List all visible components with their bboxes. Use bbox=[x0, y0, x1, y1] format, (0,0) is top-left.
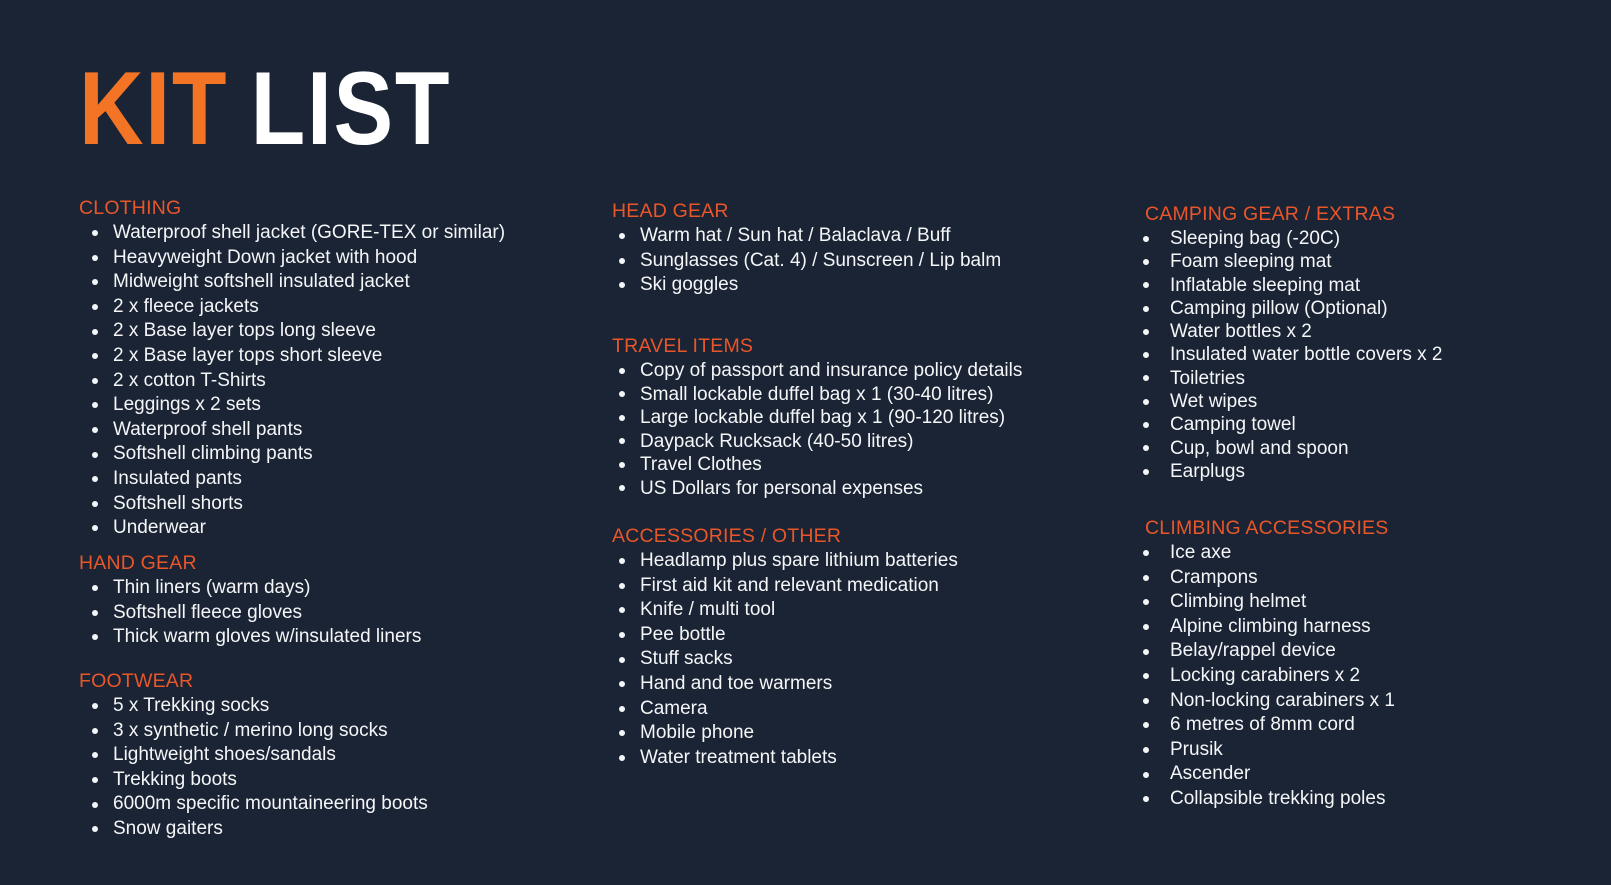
list-item-label: Large lockable duffel bag x 1 (90-120 litres) bbox=[640, 407, 1006, 428]
list-item-label: Sleeping bag (-20C) bbox=[1170, 228, 1341, 249]
section-heading: TRAVEL ITEMS bbox=[612, 335, 754, 357]
bullet-icon bbox=[1143, 772, 1149, 778]
list-item-label: Inflatable sleeping mat bbox=[1170, 274, 1361, 296]
list-item-label: Water treatment tablets bbox=[640, 746, 837, 768]
list-item-label: Heavyweight Down jacket with hood bbox=[113, 246, 418, 268]
list-item-label: Daypack Rucksack (40-50 litres) bbox=[640, 430, 914, 452]
section-heading: CLIMBING ACCESSORIES bbox=[1145, 517, 1389, 539]
list-item-label: Belay/rappel device bbox=[1170, 640, 1336, 662]
section-heading: HAND GEAR bbox=[79, 552, 197, 574]
list-item bbox=[1143, 639, 1395, 664]
list-item-label: Thin liners (warm days) bbox=[113, 577, 311, 598]
list-item-label: Collapsible trekking poles bbox=[1170, 787, 1386, 809]
list-item-label: Travel Clothes bbox=[640, 454, 762, 475]
bullet-icon bbox=[1143, 469, 1149, 475]
bullet-icon bbox=[1143, 236, 1149, 242]
list-item-label: Foam sleeping mat bbox=[1170, 251, 1332, 273]
list-item-label: Crampons bbox=[1170, 566, 1258, 588]
bullet-icon bbox=[1143, 673, 1149, 679]
list-item bbox=[1143, 227, 1442, 250]
bullet-icon bbox=[1143, 550, 1149, 556]
list-item-label: Pee bottle bbox=[640, 623, 726, 645]
list-item bbox=[1143, 274, 1442, 297]
bullet-icon bbox=[1143, 329, 1149, 335]
bullet-icon bbox=[1143, 375, 1149, 381]
bullet-icon bbox=[1143, 306, 1149, 312]
list-item-label: Ascender bbox=[1170, 763, 1251, 785]
list-item-label: First aid kit and relevant medication bbox=[640, 574, 939, 596]
list-item-label: 3 x synthetic / merino long socks bbox=[113, 719, 388, 741]
bullet-icon bbox=[1143, 422, 1149, 428]
list-item-label: Mobile phone bbox=[640, 722, 755, 744]
list-item bbox=[1143, 713, 1395, 738]
bullet-icon bbox=[1143, 282, 1149, 288]
list-item bbox=[1143, 689, 1395, 714]
list-item bbox=[1143, 738, 1395, 763]
list-item bbox=[1143, 320, 1442, 343]
list-item-label: Hand and toe warmers bbox=[640, 672, 833, 694]
list-item-label: Cup, bowl and spoon bbox=[1170, 437, 1349, 459]
bullet-icon bbox=[1143, 624, 1149, 630]
bullet-icon bbox=[1143, 352, 1149, 358]
list-item-label: Midweight softshell insulated jacket bbox=[113, 271, 410, 293]
list-item-label: Copy of passport and insurance policy details bbox=[640, 360, 1023, 381]
bullet-icon bbox=[1143, 698, 1149, 704]
list-item bbox=[1143, 343, 1442, 366]
list-item-label: 6000m specific mountaineering boots bbox=[113, 793, 428, 815]
list-item bbox=[1143, 437, 1442, 460]
list-item bbox=[1143, 787, 1395, 812]
list-item-label: Locking carabiners x 2 bbox=[1170, 664, 1361, 686]
list-item-label: Warm hat / Sun hat / Balaclava / Buff bbox=[640, 225, 951, 246]
list-item-label: Camping towel bbox=[1170, 414, 1296, 436]
list-item-label: Sunglasses (Cat. 4) / Sunscreen / Lip balm bbox=[640, 249, 1002, 271]
list-item-label: Non-locking carabiners x 1 bbox=[1170, 689, 1395, 711]
list-item-label: Softshell shorts bbox=[113, 492, 243, 514]
list-item-label: 2 x fleece jackets bbox=[113, 295, 259, 317]
list-item-label: Toiletries bbox=[1170, 367, 1245, 389]
list-item-label: Waterproof shell jacket (GORE-TEX or similar) bbox=[113, 222, 506, 243]
section-heading: HEAD GEAR bbox=[612, 200, 729, 222]
list-item-label: Lightweight shoes/sandals bbox=[113, 744, 336, 766]
list-item-label: Headlamp plus spare lithium batteries bbox=[640, 550, 958, 571]
list-item-label: Prusik bbox=[1170, 738, 1223, 760]
list-item-label: Small lockable duffel bag x 1 (30-40 litres) bbox=[640, 383, 994, 405]
list-item bbox=[1143, 367, 1442, 390]
list-item bbox=[1143, 664, 1395, 689]
list-item-label: Earplugs bbox=[1170, 460, 1245, 482]
section-heading: ACCESSORIES / OTHER bbox=[612, 525, 842, 547]
bullet-icon bbox=[1143, 722, 1149, 728]
section-heading: CLOTHING bbox=[79, 197, 182, 219]
list-item-label: Climbing helmet bbox=[1170, 591, 1307, 613]
list-item bbox=[1143, 413, 1442, 436]
bullet-icon bbox=[1143, 399, 1149, 405]
list-item-label: Stuff sacks bbox=[640, 648, 733, 670]
list-item-label: Waterproof shell pants bbox=[113, 418, 303, 440]
list-item-label: Softshell fleece gloves bbox=[113, 601, 303, 623]
list-item bbox=[1143, 297, 1442, 320]
list-item-label: Knife / multi tool bbox=[640, 599, 776, 621]
list-item-label: Leggings x 2 sets bbox=[113, 394, 261, 416]
list-item bbox=[1143, 541, 1395, 566]
list-item-label: 6 metres of 8mm cord bbox=[1170, 714, 1355, 736]
bullet-icon bbox=[1143, 649, 1149, 655]
list-item-label: Insulated water bottle covers x 2 bbox=[1170, 344, 1443, 366]
list-item bbox=[1143, 762, 1395, 787]
list-item-label: 2 x cotton T-Shirts bbox=[113, 369, 266, 391]
list-item-label: Softshell climbing pants bbox=[113, 443, 313, 465]
list-item-label: Snow gaiters bbox=[113, 817, 223, 839]
section-camping-gear-extras bbox=[0, 203, 1442, 483]
bullet-icon bbox=[1143, 259, 1149, 265]
list-item bbox=[1143, 460, 1442, 483]
bullet-icon bbox=[619, 485, 625, 491]
section-item-list bbox=[0, 541, 1395, 815]
list-item bbox=[1143, 590, 1395, 615]
bullet-icon bbox=[1143, 796, 1149, 802]
list-item bbox=[1143, 615, 1395, 640]
bullet-icon bbox=[1143, 599, 1149, 605]
page-title-word-kit: KIT bbox=[79, 51, 229, 167]
list-item-label: US Dollars for personal expenses bbox=[640, 477, 924, 499]
list-item-label: Insulated pants bbox=[113, 467, 242, 489]
section-heading: FOOTWEAR bbox=[79, 670, 194, 692]
list-item-label: Thick warm gloves w/insulated liners bbox=[113, 626, 422, 648]
list-item-label: Trekking boots bbox=[113, 768, 237, 790]
list-item-label: 2 x Base layer tops short sleeve bbox=[113, 344, 383, 366]
bullet-icon bbox=[1143, 445, 1149, 451]
section-heading: CAMPING GEAR / EXTRAS bbox=[1145, 203, 1396, 225]
list-item bbox=[1143, 566, 1395, 591]
list-item-label: Water bottles x 2 bbox=[1170, 321, 1312, 343]
section-climbing-accessories bbox=[0, 517, 1395, 815]
list-item bbox=[1143, 390, 1442, 413]
list-item-label: 5 x Trekking socks bbox=[113, 695, 270, 716]
section-item-list bbox=[0, 227, 1442, 483]
list-item-label: Ski goggles bbox=[640, 274, 739, 296]
bullet-icon bbox=[1143, 747, 1149, 753]
list-item-label: Alpine climbing harness bbox=[1170, 615, 1371, 637]
list-item-label: Camping pillow (Optional) bbox=[1170, 297, 1388, 319]
list-item-label: Underwear bbox=[113, 517, 206, 539]
bullet-icon bbox=[1143, 575, 1149, 581]
list-item-label: Wet wipes bbox=[1170, 391, 1258, 413]
page-title-word-list: LIST bbox=[250, 51, 452, 167]
list-item-label: Camera bbox=[640, 697, 708, 719]
list-item bbox=[1143, 250, 1442, 273]
list-item-label: 2 x Base layer tops long sleeve bbox=[113, 320, 376, 342]
list-item-label: Ice axe bbox=[1170, 542, 1232, 563]
